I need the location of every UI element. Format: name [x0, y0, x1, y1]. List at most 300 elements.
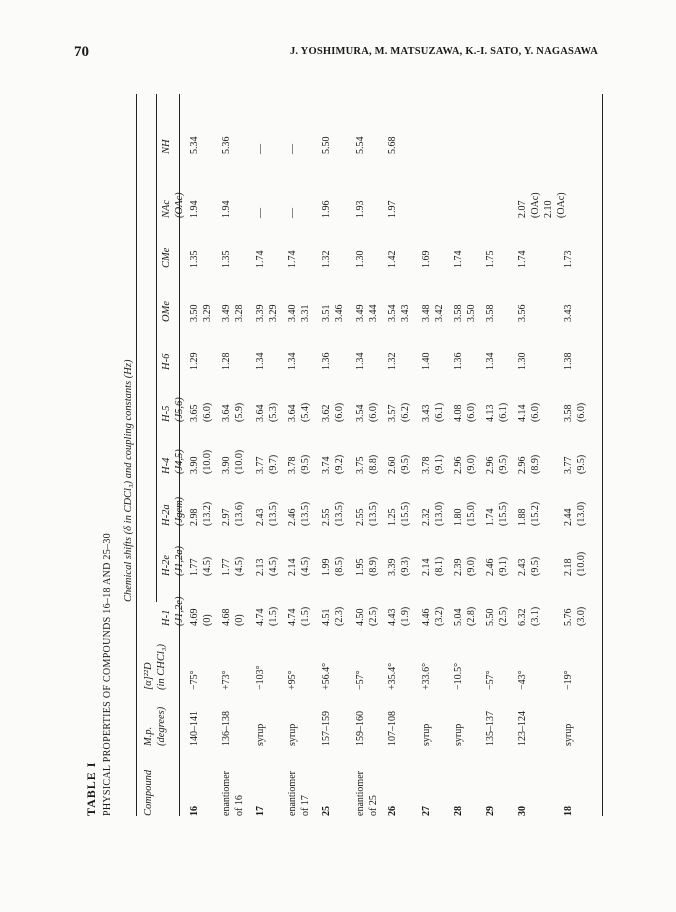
column-header-label: Compound — [143, 769, 154, 816]
cell-line: (2.8) — [466, 606, 477, 626]
cell-line: 3.64 — [221, 404, 232, 422]
cell-line: −57° — [355, 670, 366, 690]
cell-line: 135–137 — [485, 711, 496, 746]
table-cell-h2a — [562, 502, 588, 526]
table-cell-h4 — [286, 455, 312, 474]
cell-line: (13.2) — [202, 501, 213, 526]
table-cell-nac — [286, 208, 299, 218]
cell-line: 1.34 — [485, 352, 496, 370]
cell-line: 1.29 — [189, 352, 200, 370]
table-cell-compound — [286, 771, 312, 816]
cell-line: 4.69 — [189, 608, 200, 626]
cell-line: (15.0) — [466, 501, 477, 526]
cell-line: 4.50 — [355, 608, 366, 626]
cell-line: 2.14 — [421, 558, 432, 576]
table-cell-compound — [188, 806, 201, 816]
cell-line: 4.14 — [517, 404, 528, 422]
table-cell-h2e — [254, 557, 280, 576]
cell-line: 25 — [321, 806, 332, 816]
table-cell-h5 — [484, 403, 510, 422]
cell-line: 4.68 — [221, 608, 232, 626]
cell-line: (2.5) — [498, 606, 509, 626]
column-header-sublabel: (degrees) — [156, 706, 168, 746]
table-cell-h2e — [420, 557, 446, 576]
table-cell-nac — [320, 201, 333, 219]
cell-line: (6.1) — [498, 402, 509, 422]
cell-line: (4.5) — [202, 556, 213, 576]
cell-line: 3.62 — [321, 404, 332, 422]
table-cell-h2e — [484, 557, 510, 576]
cell-line: of 16 — [234, 795, 245, 816]
column-header-nh — [160, 139, 173, 154]
cell-line: 3.58 — [453, 304, 464, 322]
cell-line: (8.5) — [334, 556, 345, 576]
table-cell-h2e — [562, 552, 588, 576]
cell-line: 3.43 — [563, 304, 574, 322]
table-cell-h2a — [188, 502, 214, 526]
table-caption: PHYSICAL PROPERTIES OF COMPOUNDS 16–18 AND 25–30 — [102, 533, 113, 816]
cell-line: (6.0) — [368, 402, 379, 422]
table-cell-h1 — [562, 607, 588, 626]
table-cell-rot — [286, 670, 299, 690]
table-cell-mp — [452, 724, 465, 746]
table-cell-h1 — [354, 607, 380, 626]
column-header-cme — [160, 248, 173, 268]
table-cell-ome — [452, 305, 478, 323]
cell-line: (9.5) — [576, 454, 587, 474]
cell-line: 1.73 — [563, 250, 574, 268]
table-cell-h6 — [452, 353, 465, 371]
table-cell-h2a — [354, 502, 380, 526]
table-cell-h2a — [386, 502, 412, 526]
cell-line: 3.43 — [421, 404, 432, 422]
table-cell-ome — [254, 305, 280, 323]
cell-line: 1.69 — [421, 250, 432, 268]
table-cell-h2e — [220, 557, 246, 576]
cell-line: (13.0) — [434, 501, 445, 526]
table-cell-cme — [562, 251, 575, 269]
table-cell-nh — [386, 137, 399, 155]
cell-line: 1.25 — [387, 508, 398, 526]
table-cell-cme — [354, 251, 367, 269]
column-header-label: H-2e — [161, 555, 172, 576]
cell-line: 3.39 — [255, 304, 266, 322]
table-cell-mp — [354, 711, 367, 746]
table-cell-rot — [320, 663, 333, 690]
cell-line: 29 — [485, 806, 496, 816]
table-cell-h1 — [320, 607, 346, 626]
cell-line: 3.65 — [189, 404, 200, 422]
table-cell-h4 — [452, 455, 478, 474]
table-cell-h6 — [516, 353, 529, 371]
cell-line: 3.77 — [563, 456, 574, 474]
cell-line: 2.07 — [517, 200, 528, 218]
cell-line: −43° — [517, 670, 528, 690]
cell-line: 30 — [517, 806, 528, 816]
cell-line: 3.42 — [434, 304, 445, 322]
cell-line: 28 — [453, 806, 464, 816]
column-header-sublabel: (J4,5) — [174, 449, 186, 474]
cell-line: 2.43 — [517, 558, 528, 576]
table-bottom-rule — [602, 94, 603, 816]
table-cell-rot — [386, 663, 399, 690]
cell-line: 1.74 — [517, 250, 528, 268]
cell-line: 140–141 — [189, 711, 200, 746]
cell-line: 2.60 — [387, 456, 398, 474]
cell-line: (8.9) — [530, 454, 541, 474]
cell-line: (9.0) — [466, 454, 477, 474]
column-header-label: CMe — [161, 247, 172, 268]
cell-line: −57° — [485, 670, 496, 690]
table-cell-h5 — [320, 403, 346, 422]
cell-line: +73° — [221, 670, 232, 690]
cell-line: 5.34 — [189, 136, 200, 154]
rotated-table — [84, 94, 604, 816]
table-label: TABLE I — [84, 761, 98, 816]
table-cell-h6 — [220, 353, 233, 371]
cell-line: 3.44 — [368, 304, 379, 322]
table-cell-compound — [354, 771, 380, 816]
table-cell-h1 — [452, 607, 478, 626]
column-header-label: H-5 — [161, 405, 172, 422]
table-cell-h2a — [220, 502, 246, 526]
cell-line: (9.2) — [334, 454, 345, 474]
cell-line: (4.5) — [268, 556, 279, 576]
cell-line: 3.64 — [287, 404, 298, 422]
cell-line: (6.0) — [576, 402, 587, 422]
table-cell-cme — [386, 251, 399, 269]
cell-line: 2.43 — [255, 508, 266, 526]
table-cell-cme — [254, 251, 267, 269]
table-cell-cme — [220, 251, 233, 269]
cell-line: 5.36 — [221, 136, 232, 154]
cell-line: −19° — [563, 670, 574, 690]
column-header-sublabel: (in CHCl₃) — [156, 644, 168, 690]
table-cell-h5 — [386, 403, 412, 422]
column-header-sublabel: (J5,6) — [174, 397, 186, 422]
cell-line: (13.5) — [334, 501, 345, 526]
table-cell-mp — [562, 724, 575, 746]
table-cell-h5 — [220, 403, 246, 422]
cell-line: 123–124 — [517, 711, 528, 746]
running-head: J. YOSHIMURA, M. MATSUZAWA, K.-I. SATO, Y. NAGASAWA — [289, 46, 598, 57]
cell-line: (5.3) — [268, 402, 279, 422]
column-header-h2e — [160, 546, 186, 576]
table-cell-h4 — [420, 455, 446, 474]
table-cell-h2e — [286, 557, 312, 576]
cell-line: 3.64 — [255, 404, 266, 422]
table-cell-mp — [320, 711, 333, 746]
table-cell-h6 — [562, 353, 575, 371]
cell-line: (13.5) — [300, 501, 311, 526]
cell-line: (4.5) — [300, 556, 311, 576]
table-cell-rot — [484, 670, 497, 690]
table-cell-h5 — [516, 403, 542, 422]
cell-line: 3.90 — [221, 456, 232, 474]
cell-line: 1.74 — [255, 250, 266, 268]
cell-line: 3.78 — [287, 456, 298, 474]
table-cell-compound — [386, 806, 399, 816]
cell-line: 1.38 — [563, 352, 574, 370]
cell-line: 2.18 — [563, 558, 574, 576]
cell-line: syrup — [255, 723, 266, 746]
cell-line: 3.49 — [221, 304, 232, 322]
table-cell-rot — [562, 670, 575, 690]
cell-line: +35.4° — [387, 662, 398, 690]
cell-line: 1.34 — [355, 352, 366, 370]
table-cell-h2a — [420, 502, 446, 526]
table-cell-compound — [452, 806, 465, 816]
table-cell-nac — [254, 208, 267, 218]
table-cell-mp — [286, 724, 299, 746]
table-cell-ome — [220, 305, 246, 323]
table-cell-h1 — [188, 609, 214, 627]
cell-line: 1.74 — [453, 250, 464, 268]
cell-line: 1.35 — [189, 250, 200, 268]
cell-line: 1.77 — [221, 558, 232, 576]
cell-line: 3.54 — [387, 304, 398, 322]
table-cell-h5 — [562, 403, 588, 422]
cell-line: syrup — [453, 723, 464, 746]
cell-line: 2.55 — [321, 508, 332, 526]
cell-line: 3.74 — [321, 456, 332, 474]
table-cell-h6 — [286, 353, 299, 371]
table-cell-nac — [188, 201, 201, 219]
cell-line: (6.0) — [334, 402, 345, 422]
cell-line: 1.95 — [355, 558, 366, 576]
cell-line: (8.1) — [434, 556, 445, 576]
cell-line: (0) — [234, 614, 245, 626]
table-cell-cme — [286, 251, 299, 269]
table-cell-h4 — [254, 455, 280, 474]
table-cell-h6 — [484, 353, 497, 371]
cell-line: (9.7) — [268, 454, 279, 474]
cell-line: 2.96 — [453, 456, 464, 474]
cell-line: 5.04 — [453, 608, 464, 626]
cell-line: 4.74 — [287, 608, 298, 626]
table-cell-mp — [188, 711, 201, 746]
cell-line: 2.46 — [287, 508, 298, 526]
table-cell-h6 — [386, 353, 399, 371]
cell-line: (1.5) — [300, 606, 311, 626]
cell-line: 1.28 — [221, 352, 232, 370]
cell-line: 2.10 — [543, 200, 554, 218]
table-cell-mp — [420, 724, 433, 746]
cell-line: 1.32 — [387, 352, 398, 370]
cell-line: 1.75 — [485, 250, 496, 268]
column-header-label: NAc — [161, 199, 172, 218]
table-cell-nac — [354, 201, 367, 219]
cell-line: 1.34 — [255, 352, 266, 370]
cell-line: 3.43 — [400, 304, 411, 322]
table-cell-cme — [516, 251, 529, 269]
cell-line: (15.2) — [530, 501, 541, 526]
table-cell-compound — [220, 771, 246, 816]
cell-line: 4.13 — [485, 404, 496, 422]
cell-line: 1.93 — [355, 200, 366, 218]
table-cell-h6 — [254, 353, 267, 371]
cell-line: (9.0) — [466, 556, 477, 576]
table-cell-h2a — [320, 502, 346, 526]
cell-line: 3.28 — [234, 304, 245, 322]
cell-line: 3.54 — [355, 404, 366, 422]
column-header-label: H-4 — [161, 457, 172, 474]
column-header-h4 — [160, 449, 186, 474]
column-header-label: H-6 — [161, 353, 172, 370]
cell-line: (8.8) — [368, 454, 379, 474]
table-cell-h5 — [254, 403, 280, 422]
table-cell-rot — [254, 665, 267, 690]
table-cell-ome — [386, 305, 412, 323]
cell-line: 3.58 — [563, 404, 574, 422]
cell-line: +33.6° — [421, 662, 432, 690]
column-header-compound — [142, 770, 155, 816]
column-header-label: NH — [161, 139, 172, 154]
table-cell-h1 — [484, 607, 510, 626]
cell-line: (4.5) — [234, 556, 245, 576]
table-cell-h6 — [420, 353, 433, 371]
cell-line: (OAc) — [530, 192, 541, 218]
cell-line: 3.48 — [421, 304, 432, 322]
cell-line: 1.88 — [517, 508, 528, 526]
table-cell-h5 — [188, 403, 214, 422]
cell-line: (13.0) — [576, 501, 587, 526]
cell-line: (13.5) — [368, 501, 379, 526]
cell-line: (5.9) — [234, 402, 245, 422]
cell-line: 1.97 — [387, 200, 398, 218]
table-cell-h2a — [516, 502, 542, 526]
cell-line: (9.1) — [434, 454, 445, 474]
cell-line: (3.1) — [530, 606, 541, 626]
cell-line: (5.4) — [300, 402, 311, 422]
cell-line: 2.39 — [453, 558, 464, 576]
table-cell-h5 — [354, 403, 380, 422]
cell-line: 1.36 — [453, 352, 464, 370]
cell-line: 5.50 — [321, 136, 332, 154]
table-cell-h5 — [286, 403, 312, 422]
group-header: Chemical shifts (δ in CDCl₃) and coupling constants (Hz) — [123, 359, 134, 602]
table-cell-compound — [254, 806, 267, 816]
cell-line: 3.77 — [255, 456, 266, 474]
table-cell-h4 — [562, 455, 588, 474]
cell-line: — — [255, 144, 266, 154]
table-cell-ome — [484, 305, 497, 323]
column-header-h1 — [160, 597, 186, 626]
cell-line: (1.5) — [268, 606, 279, 626]
table-cell-ome — [516, 305, 529, 323]
table-cell-h6 — [354, 353, 367, 371]
table-cell-rot — [220, 670, 233, 690]
table-cell-h4 — [484, 455, 510, 474]
table-cell-nh — [220, 137, 233, 155]
group-header-rule — [156, 94, 157, 602]
cell-line: (3.2) — [434, 606, 445, 626]
table-cell-mp — [516, 711, 529, 746]
cell-line: 5.68 — [387, 136, 398, 154]
table-cell-h4 — [354, 455, 380, 474]
cell-line: (9.5) — [300, 454, 311, 474]
cell-line: (6.0) — [202, 402, 213, 422]
cell-line: (15.5) — [498, 501, 509, 526]
cell-line: 1.74 — [485, 508, 496, 526]
cell-line: of 17 — [300, 795, 311, 816]
table-cell-compound — [420, 806, 433, 816]
column-header-ome — [160, 301, 173, 322]
cell-line: −75° — [189, 670, 200, 690]
cell-line: 1.94 — [189, 200, 200, 218]
column-header-label: H-2a — [161, 504, 172, 526]
cell-line: 136–138 — [221, 711, 232, 746]
table-cell-h4 — [320, 455, 346, 474]
table-cell-h4 — [386, 455, 412, 474]
cell-line: 1.40 — [421, 352, 432, 370]
cell-line: −10.5° — [453, 662, 464, 690]
table-cell-h4 — [188, 450, 214, 474]
cell-line: 1.74 — [287, 250, 298, 268]
cell-line: enantiomer — [221, 771, 232, 816]
cell-line: 3.49 — [355, 304, 366, 322]
column-header-label: H-1 — [161, 609, 172, 626]
cell-line: — — [287, 208, 298, 218]
cell-line: enantiomer — [355, 771, 366, 816]
table-cell-h2e — [188, 557, 214, 576]
table-cell-h2e — [320, 557, 346, 576]
cell-line: (10.0) — [576, 551, 587, 576]
cell-line: −103° — [255, 665, 266, 690]
table-cell-ome — [320, 305, 346, 323]
cell-line: 3.78 — [421, 456, 432, 474]
table-cell-h2e — [452, 557, 478, 576]
cell-line: 3.51 — [321, 304, 332, 322]
cell-line: 1.34 — [287, 352, 298, 370]
cell-line: (2.5) — [368, 606, 379, 626]
cell-line: 2.96 — [485, 456, 496, 474]
cell-line: 3.90 — [189, 456, 200, 474]
cell-line: (15.5) — [400, 501, 411, 526]
table-cell-h1 — [286, 607, 312, 626]
cell-line: 3.50 — [466, 304, 477, 322]
table-cell-h2a — [452, 502, 478, 526]
cell-line: +56.4° — [321, 662, 332, 690]
table-cell-mp — [484, 711, 497, 746]
table-cell-h1 — [516, 607, 542, 626]
cell-line: — — [255, 208, 266, 218]
cell-line: (13.6) — [234, 501, 245, 526]
table-cell-h1 — [220, 609, 246, 627]
table-cell-h2e — [516, 557, 542, 576]
cell-line: 2.97 — [221, 508, 232, 526]
column-header-sublabel: (Jgem) — [174, 496, 186, 526]
cell-line: — — [287, 144, 298, 154]
cell-line: 157–159 — [321, 711, 332, 746]
cell-line: 5.50 — [485, 608, 496, 626]
table-cell-rot — [452, 663, 465, 690]
table-cell-rot — [188, 670, 201, 690]
table-cell-compound — [484, 806, 497, 816]
cell-line: (3.0) — [576, 606, 587, 626]
table-cell-cme — [320, 251, 333, 269]
table-cell-nh — [188, 137, 201, 155]
cell-line: 2.32 — [421, 508, 432, 526]
table-cell-compound — [320, 806, 333, 816]
cell-line: (13.5) — [268, 501, 279, 526]
table-cell-h2e — [386, 557, 412, 576]
cell-line: 18 — [563, 806, 574, 816]
column-header-label: [α]²²D — [143, 662, 154, 690]
cell-line: (10.0) — [202, 449, 213, 474]
column-header-rot — [142, 644, 168, 690]
cell-line: 2.14 — [287, 558, 298, 576]
